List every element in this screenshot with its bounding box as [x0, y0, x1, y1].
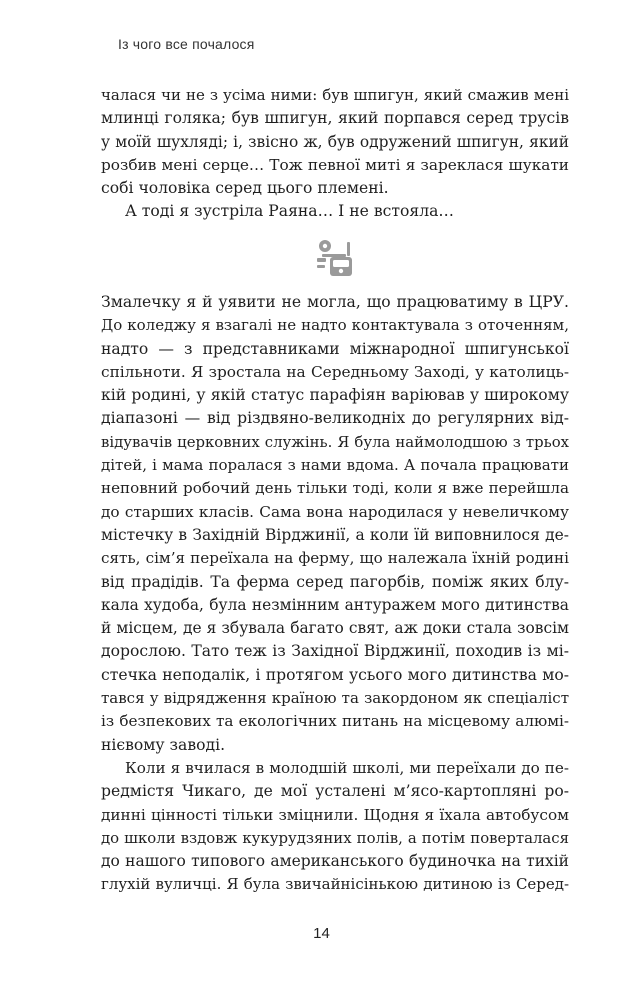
- text-line: розбив мені серце… Тож певної миті я зареклася шукати: [101, 155, 569, 174]
- text-line: тався у відрядження країною та закордоном як спеціаліст: [101, 689, 569, 708]
- text-line: сять, сім’я переїхала на ферму, що належала їхній родині: [101, 549, 569, 568]
- text-line: надто — з представниками міжнародної шпигунської: [101, 339, 569, 358]
- text-line: кала худоба, була незмінним антуражем мого дитинства: [101, 595, 569, 614]
- text-section-2: [101, 291, 569, 897]
- running-head: Із чого все почалося: [118, 36, 255, 52]
- text-line: дітей, і мама поралася з нами вдома. А почала працювати: [101, 456, 569, 475]
- text-line: кій родині, у якій статус парафіян варіював у широкому: [101, 386, 569, 405]
- text-line: стечка неподалік, і протягом усього мого дитинства мо-: [101, 665, 569, 684]
- text-line: собі чоловіка серед цього племені.: [101, 179, 389, 198]
- text-line: до нашого типового американського будиночка на тихій: [101, 852, 569, 871]
- text-line: до старших класів. Сама вона народилася у невеличкому: [101, 502, 569, 521]
- text-line: До коледжу я взагалі не надто контактувала з оточенням,: [101, 316, 569, 335]
- text-line: у моїй шухляді; і, звісно ж, був одружений шпигун, який: [101, 132, 569, 151]
- text-line: нієвому заводі.: [101, 735, 226, 754]
- text-line: чалася чи не з усіма ними: був шпигун, який смажив мені: [101, 86, 569, 104]
- text-line: глухій вуличці. Я була звичайнісінькою дитиною із Серед-: [101, 875, 569, 894]
- text-line: неповний робочий день тільки тоді, коли я вже перейшла: [101, 479, 569, 498]
- text-line: Коли я вчилася в молодшій школі, ми переїхали до пе-: [125, 758, 569, 777]
- text-line: відувачів церковних служінь. Я була наймолодшою з трьох: [101, 432, 569, 451]
- text-line: діапазоні — від різдвяно-великодніх до регулярних від-: [101, 409, 569, 428]
- text-line: динні цінності тільки зміцнили. Щодня я їхала автобусом: [101, 805, 569, 824]
- text-line: із безпекових та екологічних питань на місцевому алюмі-: [101, 712, 569, 731]
- page-number: 14: [313, 925, 330, 942]
- text-line: спільноти. Я зростала на Середньому Заході, у католиць-: [101, 362, 569, 381]
- text-line: редмістя Чикаго, де мої усталені м’ясо-картопляні ро-: [101, 782, 569, 801]
- spy-camera-icon: [314, 238, 356, 278]
- text-line: Змалечку я й уявити не могла, що працюватиму в ЦРУ.: [101, 293, 569, 311]
- text-section-1: [101, 84, 569, 224]
- text-line: А тоді я зустріла Раяна… І не встояла…: [125, 202, 455, 221]
- text-line: млинці голяка; був шпигун, який порпався серед трусів: [101, 109, 569, 128]
- text-line: до школи вздовж кукурудзяних полів, а потім поверталася: [101, 828, 569, 847]
- text-line: й місцем, де я збувала багато свят, аж доки стала зовсім: [101, 619, 569, 638]
- text-line: дорослою. Тато теж із Західної Вірджинії, походив із мі-: [101, 642, 569, 661]
- text-line: містечку в Західній Вірджинії, а коли їй виповнилося де-: [101, 525, 569, 544]
- text-line: від прадідів. Та ферма серед пагорбів, поміж яких блу-: [101, 572, 569, 591]
